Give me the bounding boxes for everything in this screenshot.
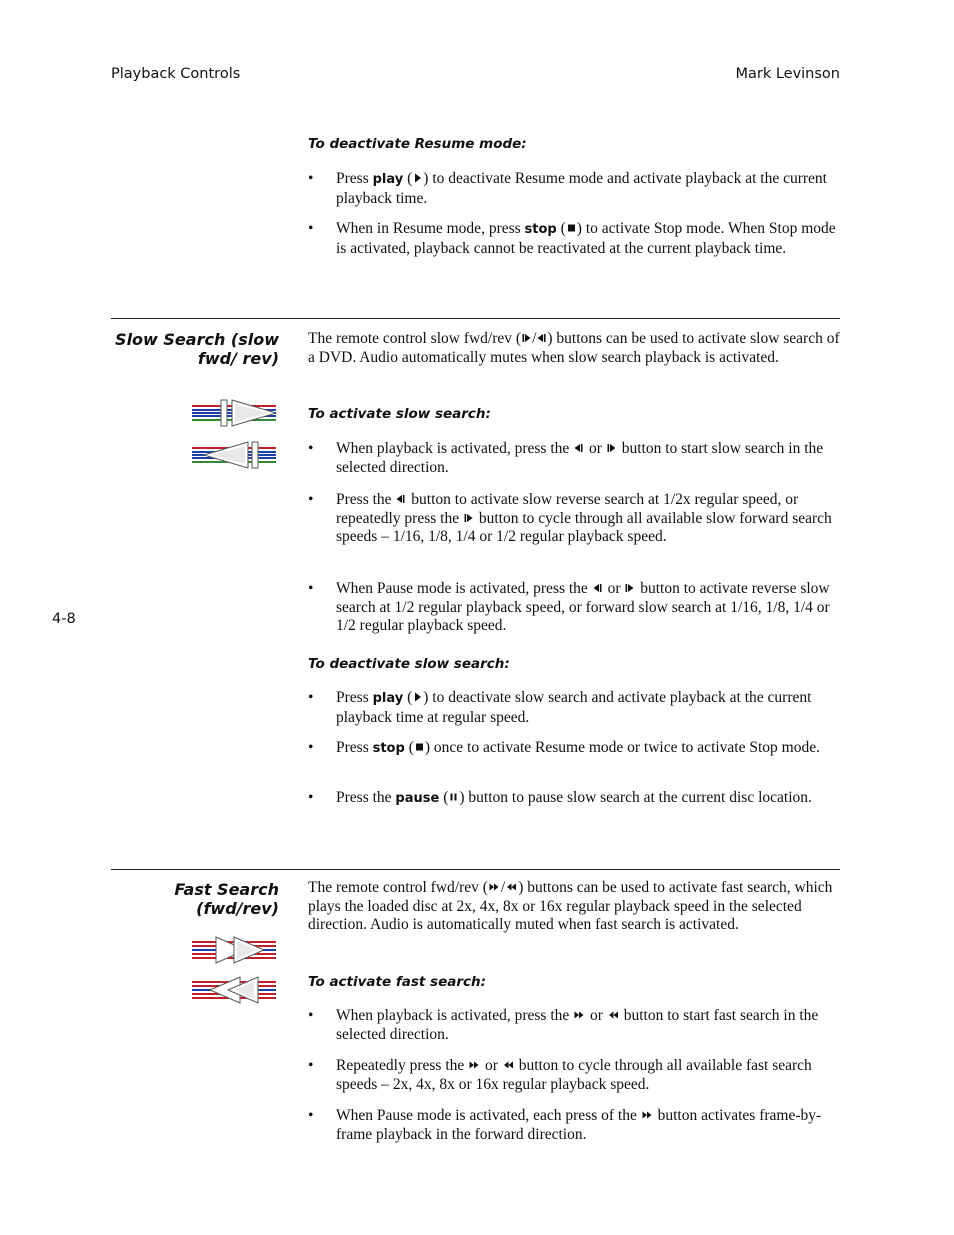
bullet: • <box>308 220 314 237</box>
bullet: • <box>308 1057 314 1074</box>
play-key-label: play <box>372 691 404 706</box>
text: Press the <box>336 789 396 806</box>
fast-forward-icon <box>468 1059 481 1071</box>
stop-icon <box>566 222 577 234</box>
slow-activate-subhead: To activate slow search: <box>308 406 491 422</box>
bullet: • <box>308 1007 314 1024</box>
text: The remote control slow fwd/rev ( <box>308 330 522 347</box>
play-icon <box>412 172 423 184</box>
bullet: • <box>308 689 314 706</box>
list-item <box>308 440 843 477</box>
bullet: • <box>308 789 314 806</box>
fast-reverse-icon <box>607 1009 620 1021</box>
list-item <box>308 491 843 547</box>
list-item <box>308 1107 843 1144</box>
fast-reverse-icon <box>505 881 518 893</box>
slow-forward-icon <box>606 442 618 454</box>
text: / <box>500 879 506 896</box>
text: button to start slow search in the selected direction. <box>336 440 824 476</box>
bullet: • <box>308 491 314 508</box>
text: ) buttons can be used to activate fast search, which plays the loaded disc at 2x, 4x, 8x or 16x regular playback speed in the selected direction. Audio is automatically muted when fast search is activated. <box>308 879 833 934</box>
bullet: • <box>308 440 314 457</box>
list-item <box>308 220 843 258</box>
text: When in Resume mode, press <box>336 220 525 237</box>
fast-forward-icon <box>641 1109 654 1121</box>
slow-forward-icon <box>521 332 532 344</box>
text: When Pause mode is activated, press the <box>336 580 592 597</box>
page-number: 4-8 <box>52 611 76 627</box>
text: button to cycle through all available slow forward search speeds – 1/16, 1/8, 1/4 or 1/2 regular playback speed. <box>336 509 832 546</box>
section-title-fast-search: Fast Search (fwd/rev) <box>174 880 279 918</box>
text: to deactivate Resume mode and activate playback at the current playback time. <box>336 170 827 207</box>
text: or <box>603 580 625 597</box>
section-divider <box>111 318 840 319</box>
text: When playback is activated, press the <box>336 1007 574 1024</box>
section-divider <box>111 869 840 870</box>
slow-deactivate-subhead: To deactivate slow search: <box>308 656 510 672</box>
fast-reverse-icon <box>502 1059 515 1071</box>
fast-reverse-icon <box>190 974 282 1006</box>
slow-reverse-icon <box>536 332 547 344</box>
slow-forward-icon <box>463 512 475 524</box>
bullet: • <box>308 170 314 187</box>
text: button to start fast search in the selected direction. <box>336 1007 819 1043</box>
list-item <box>308 170 843 208</box>
bullet: • <box>308 580 314 597</box>
text: ) buttons can be used to activate slow search of a DVD. Audio automatically mutes when slow search playback is activated. <box>308 330 840 366</box>
play-key-label: play <box>372 172 404 187</box>
pause-key-label: pause <box>395 791 440 806</box>
slow-reverse-icon <box>573 442 585 454</box>
text: ) <box>576 220 586 237</box>
text: button to activate slow reverse search at 1/2x regular speed, or repeatedly press the <box>336 491 799 527</box>
bullet: • <box>308 739 314 756</box>
text: ) button to pause slow search at the current disc location. <box>459 789 812 806</box>
fast-activate-subhead: To activate fast search: <box>308 974 486 990</box>
slow-forward-icon <box>624 582 636 594</box>
text: ) to deactivate slow search and activate playback at the current playback time at regular speed. <box>336 689 812 726</box>
section-title-slow-search: Slow Search (slow fwd/ rev) <box>115 330 279 368</box>
text: ( <box>404 739 414 756</box>
header-left: Playback Controls <box>111 66 241 82</box>
bullet: • <box>308 1107 314 1124</box>
text: Press <box>336 689 373 706</box>
text: ( <box>439 789 449 806</box>
text: Repeatedly press the <box>336 1057 469 1074</box>
header-right: Mark Levinson <box>735 66 840 82</box>
text: When playback is activated, press the <box>336 440 574 457</box>
text: button to activate reverse slow search at 1/2 regular playback speed, or forward slow search at 1/16, 1/8, 1/4 or 1/2 regular playback speed. <box>336 580 830 635</box>
text: Press <box>336 170 373 187</box>
text: ( <box>556 220 566 237</box>
text: Press <box>336 739 373 756</box>
list-item <box>308 689 843 727</box>
slow-reverse-icon <box>190 440 282 470</box>
text: Press the <box>336 491 396 508</box>
slow-search-intro <box>308 330 843 367</box>
text: ) once to activate Resume mode or twice to activate Stop mode. <box>424 739 820 756</box>
list-item <box>308 789 843 809</box>
list-item <box>308 580 843 636</box>
slow-reverse-icon <box>592 582 604 594</box>
slow-reverse-icon <box>395 493 407 505</box>
text: to activate Stop mode. When Stop mode is activated, playback cannot be reactivated at the current playback time. <box>336 220 836 257</box>
stop-icon <box>414 741 425 753</box>
play-icon <box>412 691 423 703</box>
fast-search-intro <box>308 879 843 935</box>
list-item <box>308 739 843 759</box>
slow-forward-icon <box>190 398 282 428</box>
text: button activates frame-by-frame playback in the forward direction. <box>336 1107 822 1143</box>
list-item <box>308 1057 843 1094</box>
fast-forward-icon <box>190 934 282 966</box>
fast-forward-icon <box>573 1009 586 1021</box>
text: or <box>481 1057 502 1074</box>
text: ( <box>403 689 413 706</box>
list-item <box>308 1007 843 1044</box>
stop-key-label: stop <box>524 222 557 237</box>
text: or <box>586 1007 607 1024</box>
stop-key-label: stop <box>372 741 405 756</box>
text: ) <box>423 170 433 187</box>
text: The remote control fwd/rev ( <box>308 879 488 896</box>
pause-icon <box>448 791 459 803</box>
text: ( <box>403 170 413 187</box>
text: / <box>532 330 537 347</box>
text: or <box>585 440 606 457</box>
resume-subhead: To deactivate Resume mode: <box>308 136 527 152</box>
fast-forward-icon <box>488 881 501 893</box>
text: When Pause mode is activated, each press of the <box>336 1107 641 1124</box>
text: button to cycle through all available fast search speeds – 2x, 4x, 8x or 16x regular playback speed. <box>336 1057 812 1093</box>
